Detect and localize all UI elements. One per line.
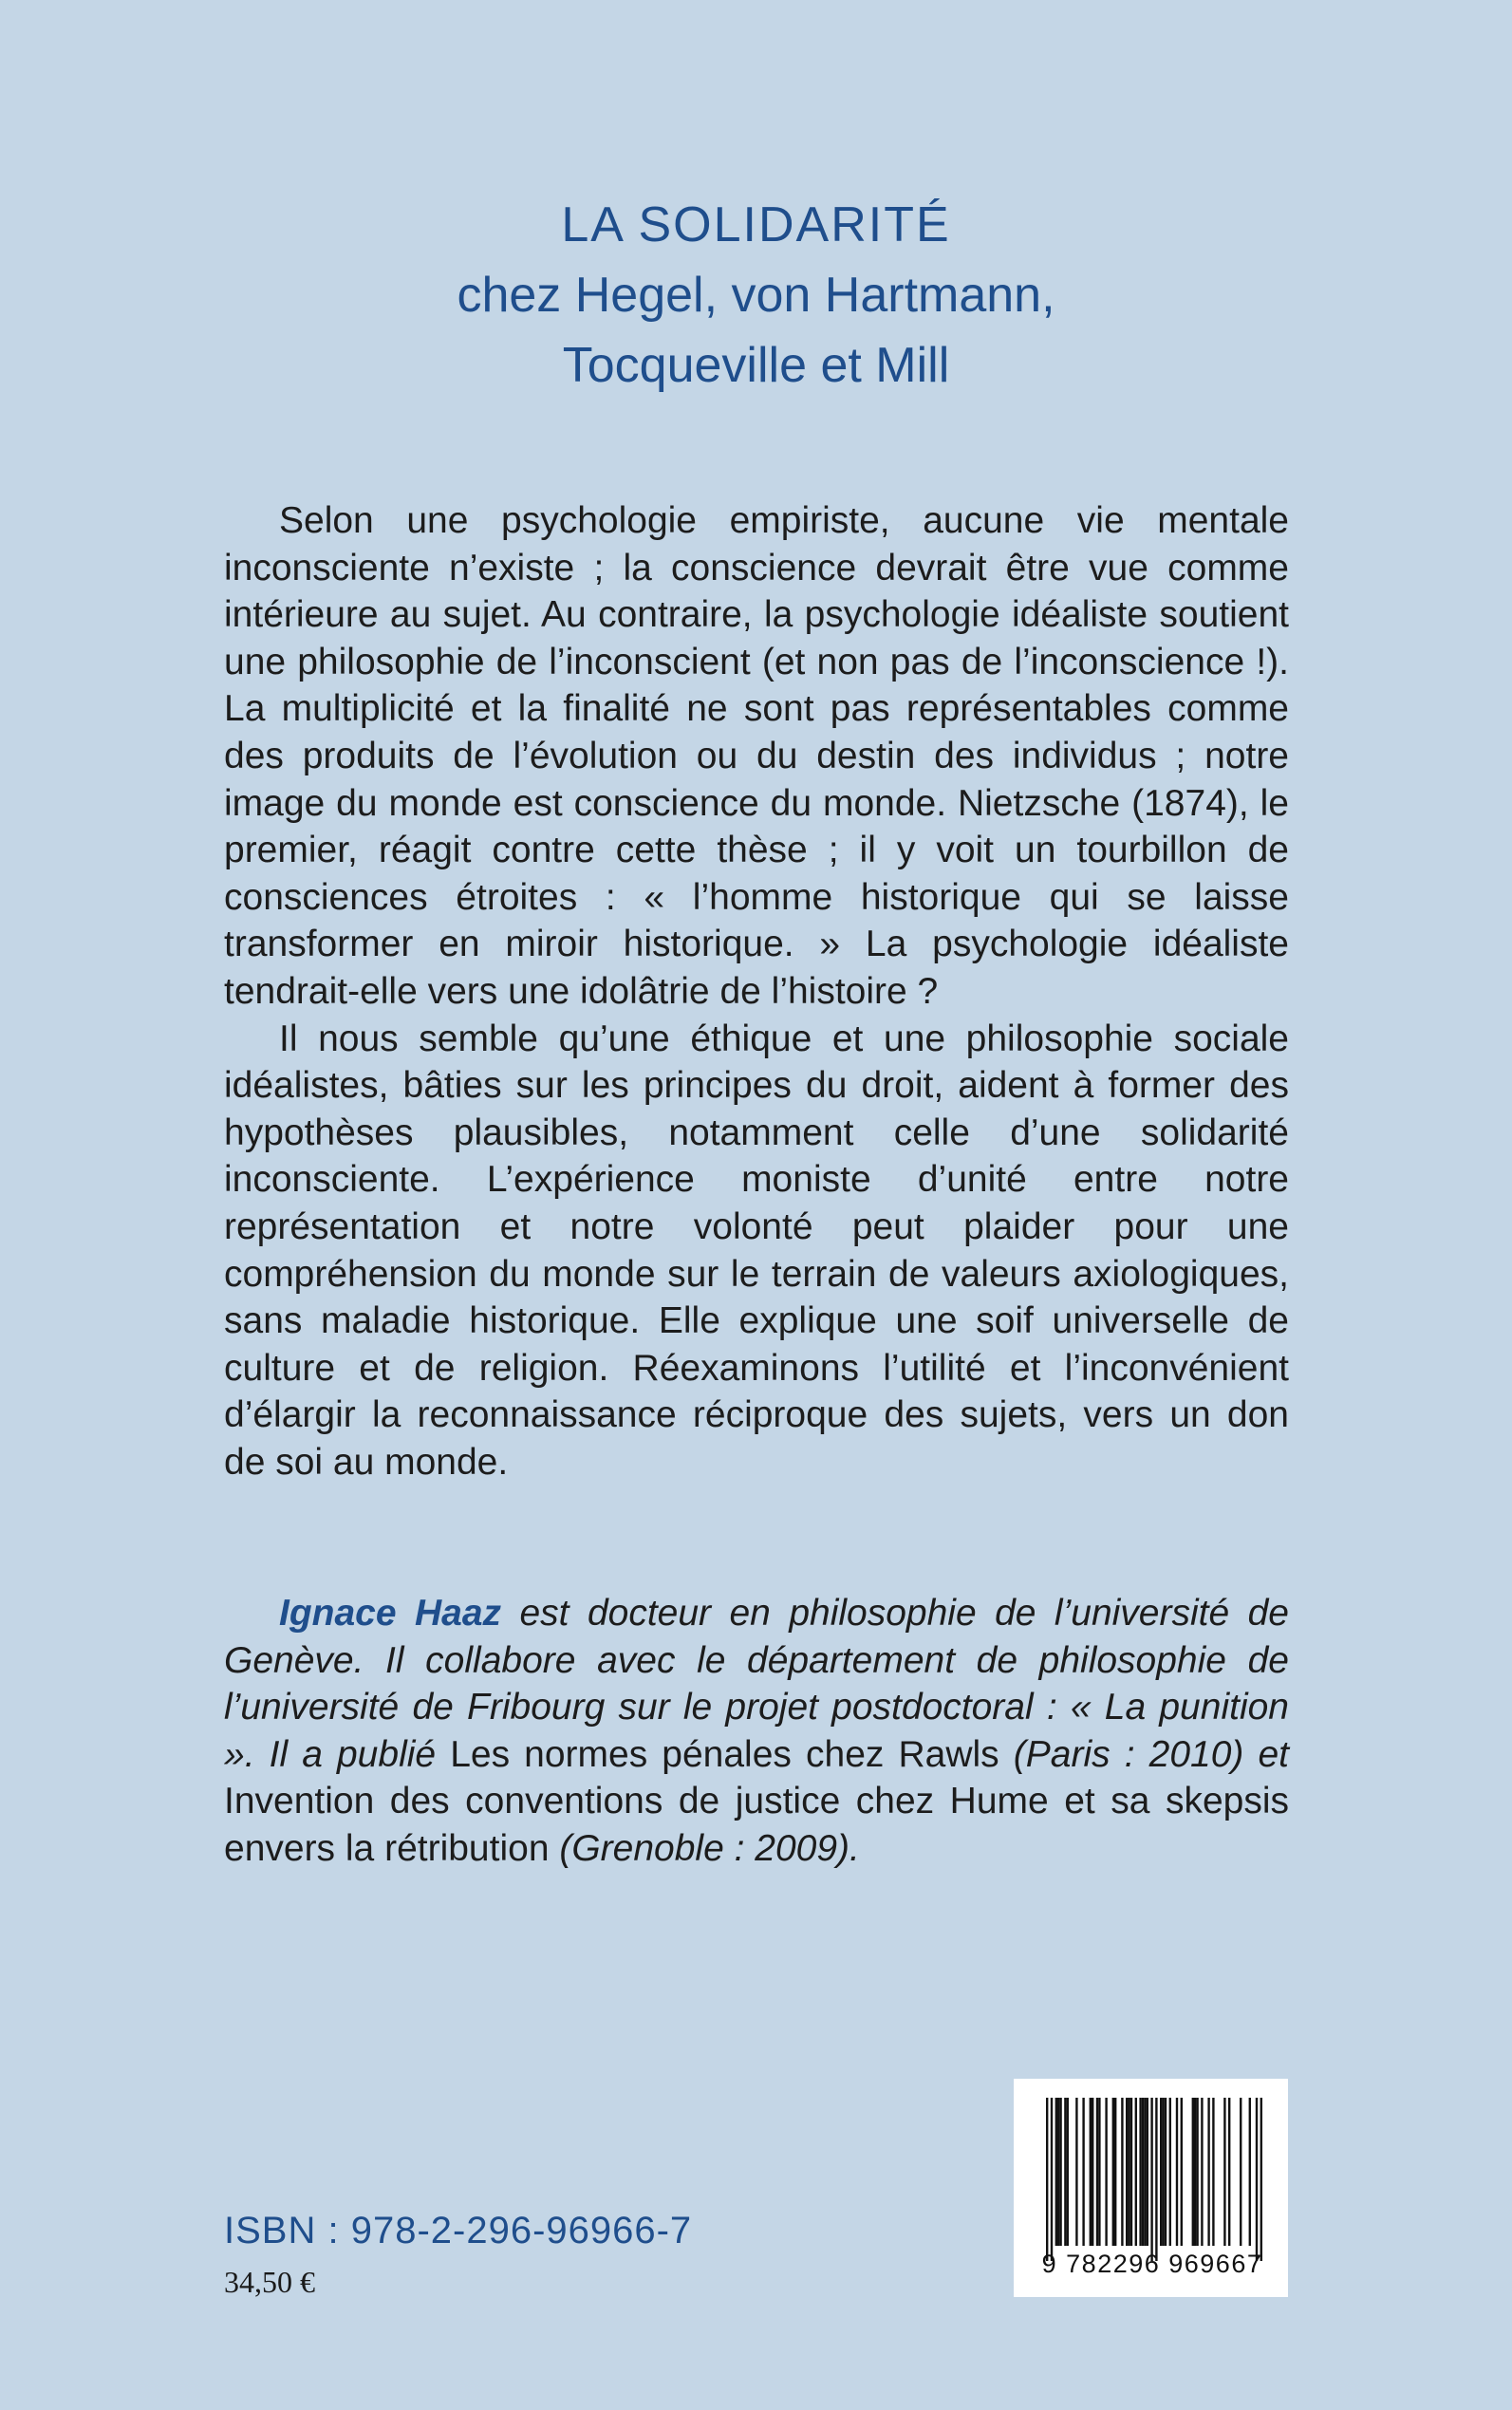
barcode-bar xyxy=(1155,2098,1157,2261)
barcode-bar xyxy=(1092,2098,1093,2246)
barcode-bar xyxy=(1090,2098,1092,2246)
barcode-bar xyxy=(1207,2098,1209,2246)
barcode-bar xyxy=(1067,2098,1069,2246)
author-book-2-ref: (Grenoble : 2009). xyxy=(549,1827,860,1869)
barcode-bar xyxy=(1212,2098,1214,2246)
barcode-bar xyxy=(1135,2098,1137,2246)
barcode-bar xyxy=(1144,2098,1146,2246)
book-subtitle-line-1: chez Hegel, von Hartmann, xyxy=(457,268,1055,323)
barcode-bar xyxy=(1126,2098,1128,2246)
barcode-bar xyxy=(1046,2098,1048,2261)
barcode-bar xyxy=(1128,2098,1129,2246)
blurb-paragraph-1: Selon une psychologie empiriste, aucune vie mentale inconsciente n’existe ; la conscience devrait être vue comme intérieure au sujet. Au contraire, la psychologie idéaliste soutient une philosophie de l’inconscient (et non pas de l’inconscience !). La multiplicité et la finalité ne sont pas représentables comme des produits de l’évolution ou du destin des individus ; notre image du monde est conscience du monde. Nietzsche (1874), le premier, réagit contre cette thèse ; il y voit un tourbillon de consciences étroites : « l’homme historique qui se laisse transformer en miroir historique. » La psychologie idéaliste tendrait-elle vers une idolâtrie de l’histoire ? xyxy=(224,500,1289,1012)
barcode-digits: 9 782296 969667 xyxy=(1041,2250,1263,2278)
isbn: ISBN : 978-2-296-96966-7 xyxy=(224,2210,693,2251)
barcode-bar xyxy=(1223,2098,1225,2246)
author-book-2: Invention des conventions de justice chez Hume et sa skepsis envers la rétribution xyxy=(224,1781,1289,1869)
barcode-bar xyxy=(1150,2098,1152,2261)
barcode-bar xyxy=(1114,2098,1116,2246)
barcode-bar xyxy=(1139,2098,1141,2246)
barcode-bar xyxy=(1160,2098,1162,2246)
barcode-bar xyxy=(1098,2098,1100,2246)
barcode-bar xyxy=(1256,2098,1258,2261)
barcode-bar xyxy=(1228,2098,1230,2246)
blurb-paragraph-2: Il nous semble qu’une éthique et une philosophie sociale idéalistes, bâties sur les principes du droit, aident à former des hypothèses plausibles, notamment celle d’une solidarité inconsciente. L’expérience moniste d’unité entre notre représentation et notre volonté peut plaider pour une compréhension du monde sur le terrain de valeurs axiologiques, sans maladie historique. Elle explique une soif universelle de culture et de religion. Réexaminons l’utilité et l’inconvénient d’élargir la reconnaissance réciproque des sujets, vers un don de soi au monde. xyxy=(224,1018,1289,1483)
barcode-bar xyxy=(1196,2098,1198,2246)
author-bio-intro: est docteur en philosophie de l’université de Genève. Il collabore avec le département de philosophie de l’université de Fribourg sur le projet postdoctoral : « La punition ». Il a publié xyxy=(224,1593,1289,1775)
barcode-bar xyxy=(1192,2098,1194,2246)
barcode-bar xyxy=(1130,2098,1132,2246)
barcode-bar xyxy=(1055,2098,1057,2246)
title-block xyxy=(0,190,1512,401)
barcode-bar xyxy=(1057,2098,1059,2246)
barcode-bar xyxy=(1059,2098,1061,2246)
author-name: Ignace Haaz xyxy=(279,1593,502,1634)
barcode-bar xyxy=(1147,2098,1148,2246)
barcode-bar xyxy=(1142,2098,1144,2246)
barcode-bar xyxy=(1096,2098,1098,2246)
barcode-bar xyxy=(1194,2098,1196,2246)
barcode-bar xyxy=(1260,2098,1262,2261)
barcode-bar xyxy=(1112,2098,1114,2246)
barcode-bar xyxy=(1064,2098,1066,2246)
barcode xyxy=(1014,2079,1288,2297)
book-subtitle-line-2: Tocqueville et Mill xyxy=(562,338,950,393)
barcode-bar xyxy=(1121,2098,1123,2246)
barcode-bar xyxy=(1105,2098,1107,2246)
barcode-bar xyxy=(1051,2098,1053,2261)
book-title: LA SOLIDARITÉ xyxy=(561,197,951,252)
blurb xyxy=(224,497,1289,1485)
barcode-bar xyxy=(1169,2098,1171,2246)
barcode-bar xyxy=(1082,2098,1084,2246)
price: 34,50 € xyxy=(224,2265,315,2299)
barcode-bar xyxy=(1201,2098,1203,2246)
barcode-bar xyxy=(1176,2098,1178,2246)
author-bio xyxy=(224,1590,1289,1873)
barcode-bar xyxy=(1162,2098,1164,2246)
barcode-bar xyxy=(1240,2098,1241,2246)
barcode-bar xyxy=(1181,2098,1183,2246)
barcode-bar xyxy=(1075,2098,1077,2246)
barcode-bar xyxy=(1249,2098,1251,2246)
barcode-bar xyxy=(1165,2098,1167,2246)
author-book-1-ref: (Paris : 2010) et xyxy=(999,1733,1289,1775)
author-bio-paragraph xyxy=(224,1590,1289,1873)
author-book-1: Les normes pénales chez Rawls xyxy=(450,1733,999,1775)
